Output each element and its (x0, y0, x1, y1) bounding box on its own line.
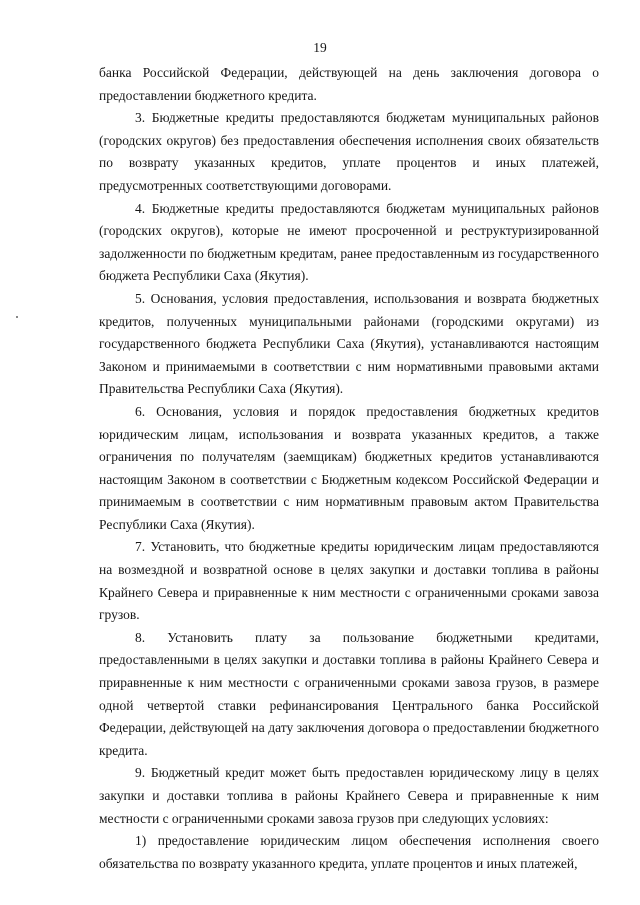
document-body (99, 62, 599, 875)
page-number: 19 (313, 40, 327, 55)
paragraph-item-7: 7. Установить, что бюджетные кредиты юридическим лицам предоставляются на возмездной и возвратной основе в целях закупки и доставки топлива в районы Крайнего Севера и приравненные к ним местности с ограниченными сроками завоза грузов. (99, 539, 599, 623)
paragraph-item-6: 6. Основания, условия и порядок предоставления бюджетных кредитов юридическим лицам, использования и возврата указанных кредитов, а также ограничения по получателям (заемщикам) бюджетных кредитов устанавливаются настоящим Законом в соответствии с Бюджетным кодексом Российской Федерации и принимаемым в соответствии с ним нормативным правовым актом Правительства Республики Саха (Якутия). (99, 403, 599, 532)
paragraph-item-4: 4. Бюджетные кредиты предоставляются бюджетам муниципальных районов (городских округов), которые не имеют просроченной и реструктуризированной задолженности по бюджетным кредитам, ранее предоставленным из государственного бюджета Республики Саха (Якутия). (99, 200, 599, 284)
paragraph-item-3: 3. Бюджетные кредиты предоставляются бюджетам муниципальных районов (городских округов) без предоставления обеспечения исполнения своих обязательств по возврату указанных кредитов, уплате процентов и иных платежей, предусмотренных соответствующими договорами. (99, 110, 599, 193)
paragraph-item-5: 5. Основания, условия предоставления, использования и возврата бюджетных кредитов, полученных муниципальными районами (городскими округами) из государственного бюджета Республики Саха (Якутия), устанавливаются настоящим Законом и принимаемыми в соответствии с ним нормативными правовыми актами Правительства Республики Саха (Якутия). (99, 290, 599, 397)
paragraph-continuation: банка Российской Федерации, действующей на день заключения договора о предоставлении бюджетного кредита. (99, 65, 599, 103)
paragraph-item-9: 9. Бюджетный кредит может быть предоставлен юридическому лицу в целях закупки и доставки топлива в районы Крайнего Севера и приравненные к ним местности с ограниченными сроками завоза грузов при следующих условиях: (99, 765, 599, 826)
paragraph-item-8: 8. Установить плату за пользование бюджетными кредитами, предоставленными в целях закупки и доставки топлива в районы Крайнего Севера и приравненные к ним местности с ограниченными сроками завоза грузов, в размере одной четвертой ставки рефинансирования Центрального банка Российской Федерации, действующей на дату заключения договора о предоставлении бюджетного кредита. (99, 629, 599, 758)
margin-mark (16, 316, 18, 318)
paragraph-item-9-subitem-1: 1) предоставление юридическим лицом обеспечения исполнения своего обязательства по возврату указанного кредита, уплате процентов и иных платежей, (99, 833, 599, 871)
